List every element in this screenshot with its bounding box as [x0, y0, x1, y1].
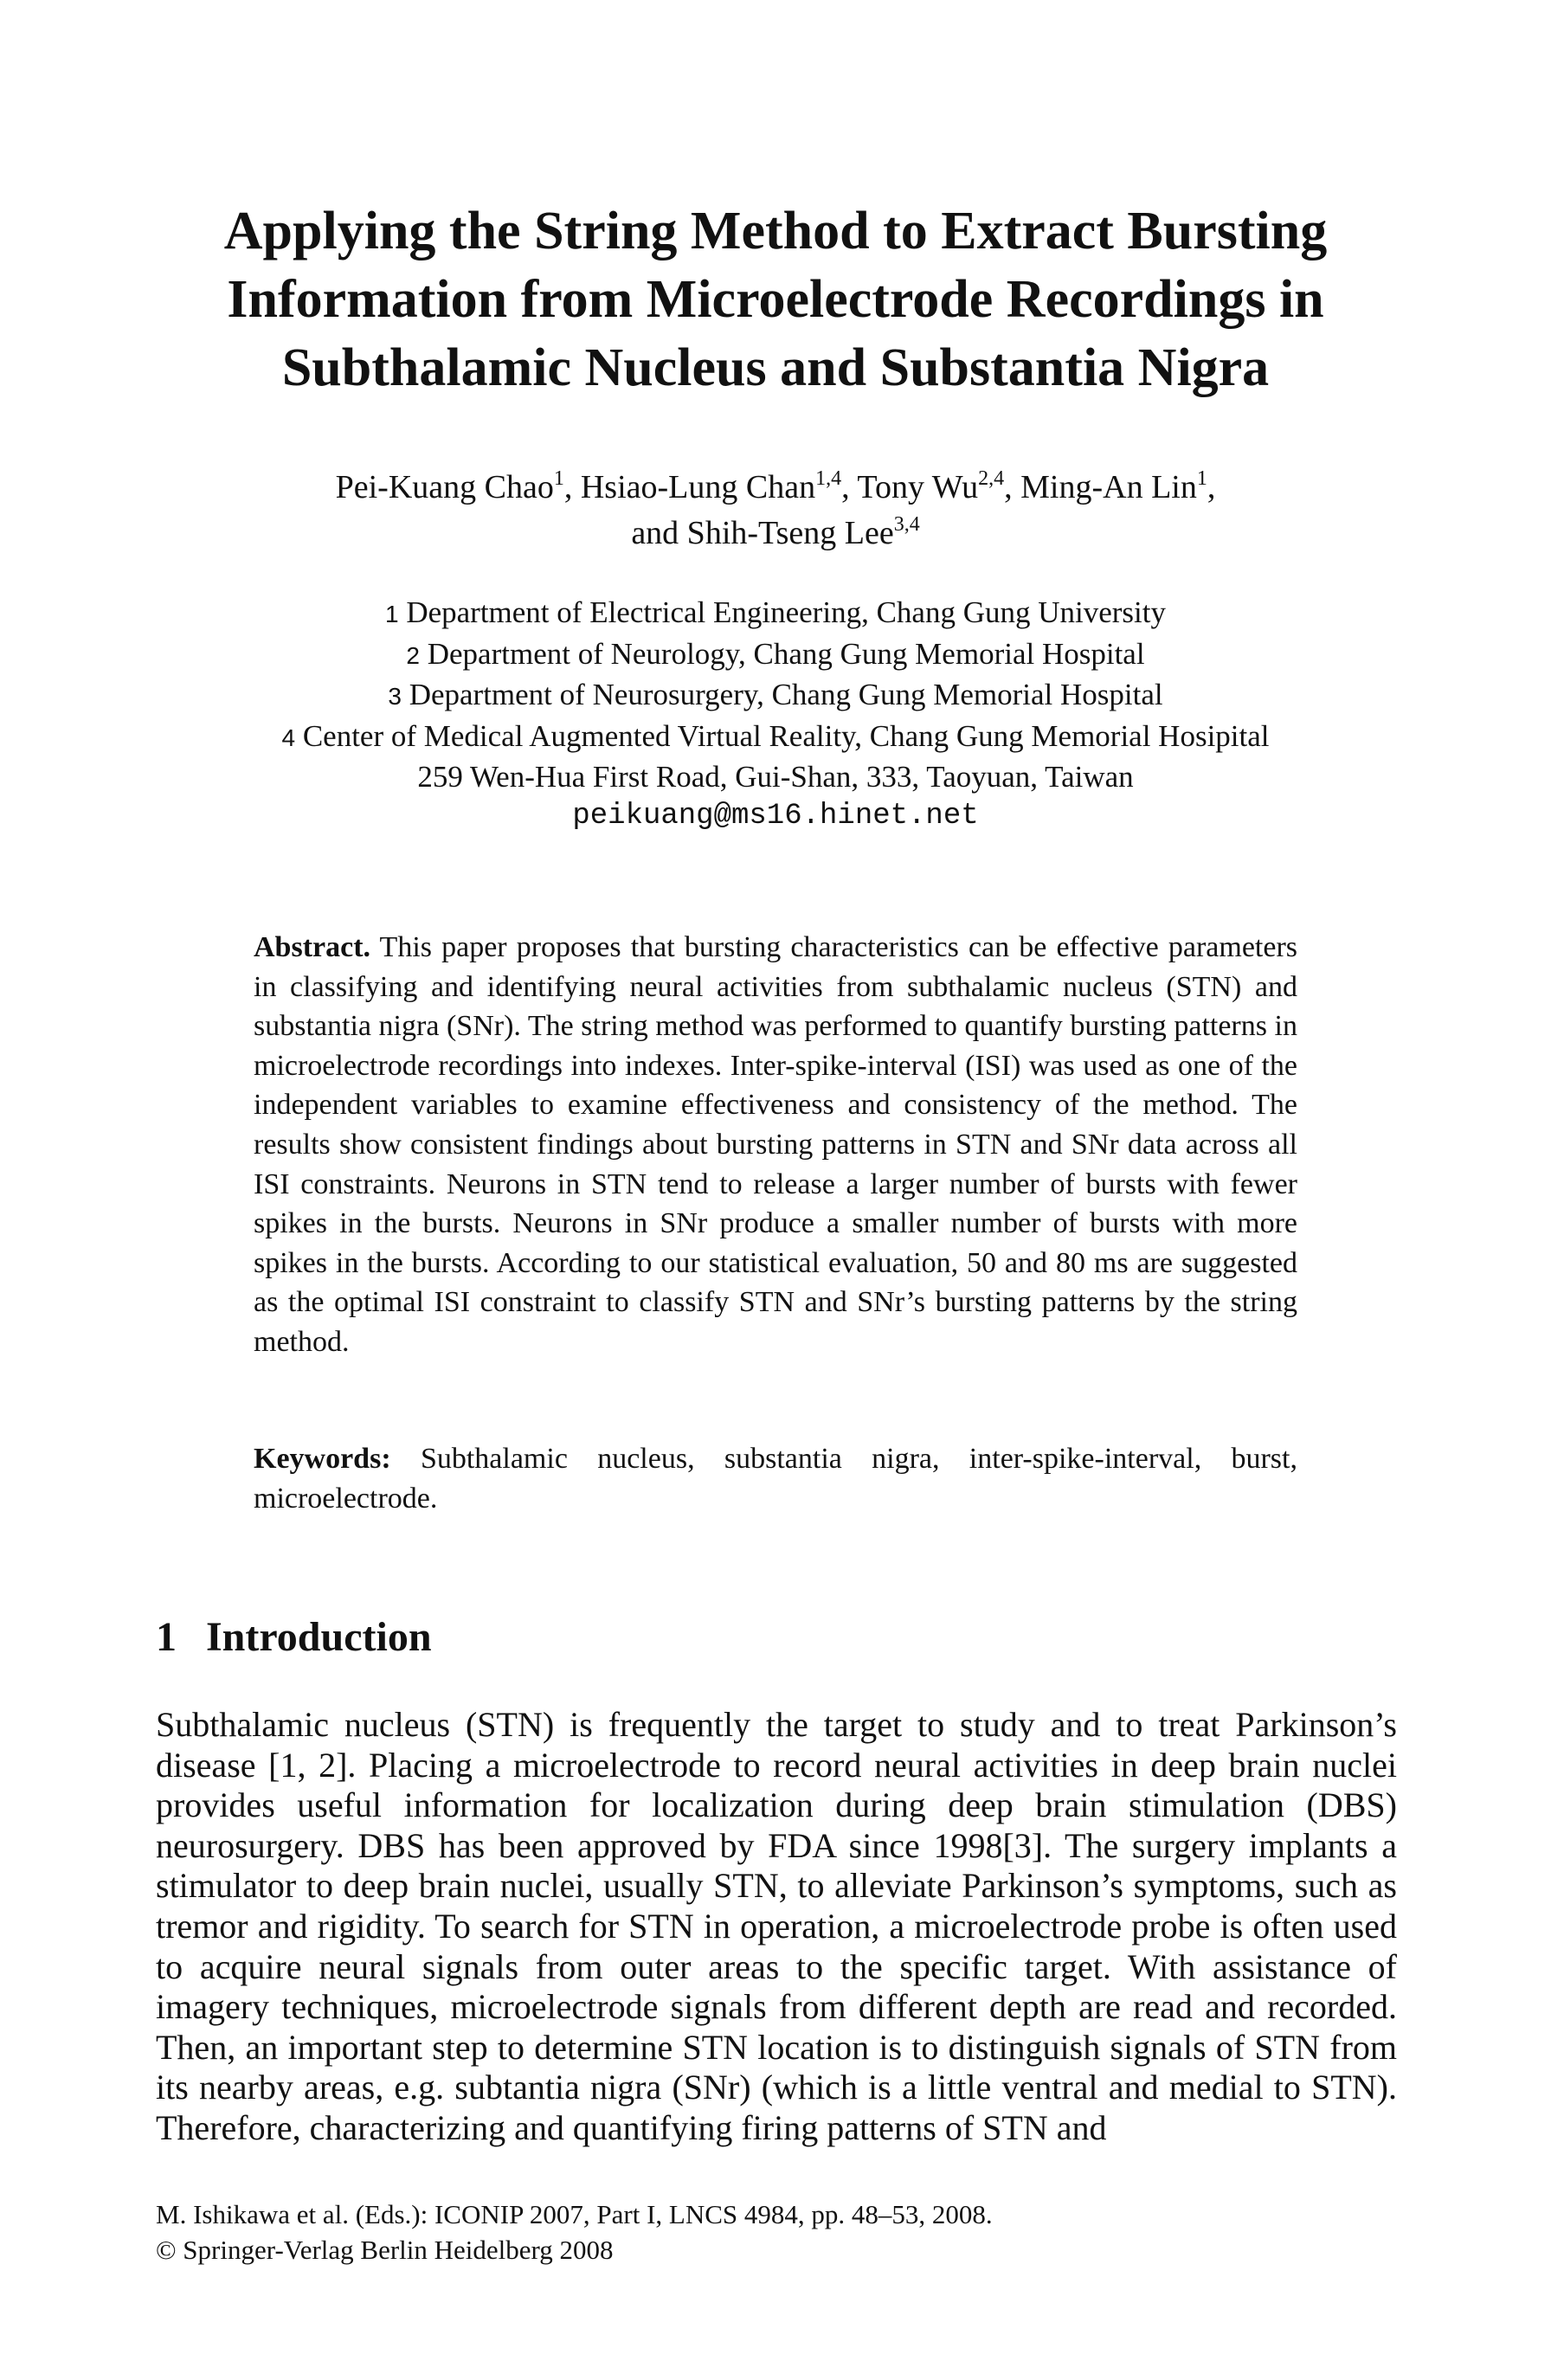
author-line	[173, 511, 1378, 556]
author-separator: ,	[1004, 469, 1021, 505]
author-separator: ,	[1207, 469, 1216, 505]
author-affiliation-mark: 2,4	[978, 467, 1005, 490]
author-affiliation-mark: 1	[1196, 467, 1207, 490]
author-email: peikuang@ms16.hinet.net	[572, 799, 979, 833]
paper-title	[173, 197, 1378, 402]
affiliation-text: Department of Neurosurgery, Chang Gung Memorial Hospital	[409, 678, 1163, 711]
title-line: Subthalamic Nucleus and Substantia Nigra	[281, 338, 1270, 397]
keywords-label: Keywords:	[254, 1443, 391, 1475]
page-footer	[156, 2197, 993, 2267]
affiliation-mark: 4	[281, 724, 296, 751]
author-name: Hsiao-Lung Chan	[580, 469, 816, 505]
author-name: and Shih-Tseng Lee	[631, 515, 894, 551]
affiliation	[130, 675, 1421, 717]
postal-address: 259 Wen-Hua First Road, Gui-Shan, 333, Taoyuan, Taiwan	[417, 760, 1134, 794]
section-heading	[156, 1611, 432, 1663]
author-affiliation-mark: 1	[553, 467, 564, 490]
author-separator: ,	[841, 469, 858, 505]
keywords	[254, 1439, 1297, 1518]
affiliation	[130, 593, 1421, 634]
section-title: Introduction	[206, 1614, 432, 1660]
affiliation	[130, 717, 1421, 758]
author-line	[173, 465, 1378, 511]
affiliation-mark: 1	[385, 601, 399, 627]
introduction-paragraph: Subthalamic nucleus (STN) is frequently the target to study and to treat Parkinson’s disease [1, 2]. Placing a microelectrode to record neural activities in deep brain nuclei provides useful information for localization during deep brain stimulation (DBS) neurosurgery. DBS has been approved by FDA since 1998[3]. The surgery implants a stimulator to deep brain nuclei, usually STN, to alleviate Parkinson’s symptoms, such as tremor and rigidity. To search for STN in operation, a microelectrode probe is often used to acquire neural signals from outer areas to the specific target. With assistance of imagery techniques, microelectrode signals from different depth are read and recorded. Then, an important step to determine STN location is to distinguish signals of STN from its nearby areas, e.g. subtantia nigra (SNr) (which is a little ventral and medial to STN). Therefore, characterizing and quantifying firing patterns of STN and	[156, 1705, 1397, 2147]
author-separator: ,	[563, 469, 581, 505]
title-line: Information from Microelectrode Recordings in	[227, 270, 1324, 329]
abstract-label: Abstract.	[254, 931, 371, 963]
affiliation-text: Center of Medical Augmented Virtual Reality, Chang Gung Memorial Hosipital	[302, 718, 1270, 753]
abstract-text: This paper proposes that bursting characteristics can be effective parameters in classifying and identifying neural activities from subthalamic nucleus (STN) and substantia nigra (SNr). The string method was performed to quantify bursting patterns in microelectrode recordings into indexes. Inter-spike-interval (ISI) was used as one of the independent variables to examine effectiveness and consistency of the method. The results show consistent findings about bursting patterns in STN and SNr data across all ISI constraints. Neurons in STN tend to release a larger number of bursts with fewer spikes in the bursts. Neurons in SNr produce a smaller number of bursts with more spikes in the bursts. According to our statistical evaluation, 50 and 80 ms are suggested as the optimal ISI constraint to classify STN and SNr’s bursting patterns by the string method.	[254, 931, 1297, 1358]
author-list	[173, 465, 1378, 556]
keywords-text: Subthalamic nucleus, substantia nigra, inter-spike-interval, burst, microelectrode.	[254, 1443, 1297, 1515]
affiliation-mark: 2	[406, 641, 420, 669]
affiliation-block	[130, 593, 1421, 836]
affiliation-mark: 3	[388, 683, 402, 710]
affiliation-text: Department of Electrical Engineering, Chang Gung University	[406, 595, 1166, 629]
affiliation-text: Department of Neurology, Chang Gung Memorial Hospital	[427, 636, 1145, 671]
affiliation	[130, 634, 1421, 676]
author-name: Ming-An Lin	[1020, 469, 1197, 505]
author-affiliation-mark: 1,4	[815, 467, 842, 490]
author-name: Tony Wu	[857, 469, 979, 505]
copyright-line: © Springer-Verlag Berlin Heidelberg 2008	[156, 2235, 614, 2265]
citation-line: M. Ishikawa et al. (Eds.): ICONIP 2007, Part I, LNCS 4984, pp. 48–53, 2008.	[156, 2199, 993, 2229]
author-name: Pei-Kuang Chao	[335, 469, 554, 505]
section-number: 1	[156, 1614, 177, 1660]
abstract	[254, 928, 1297, 1362]
title-line: Applying the String Method to Extract Bursting	[223, 202, 1328, 261]
author-affiliation-mark: 3,4	[893, 513, 920, 536]
